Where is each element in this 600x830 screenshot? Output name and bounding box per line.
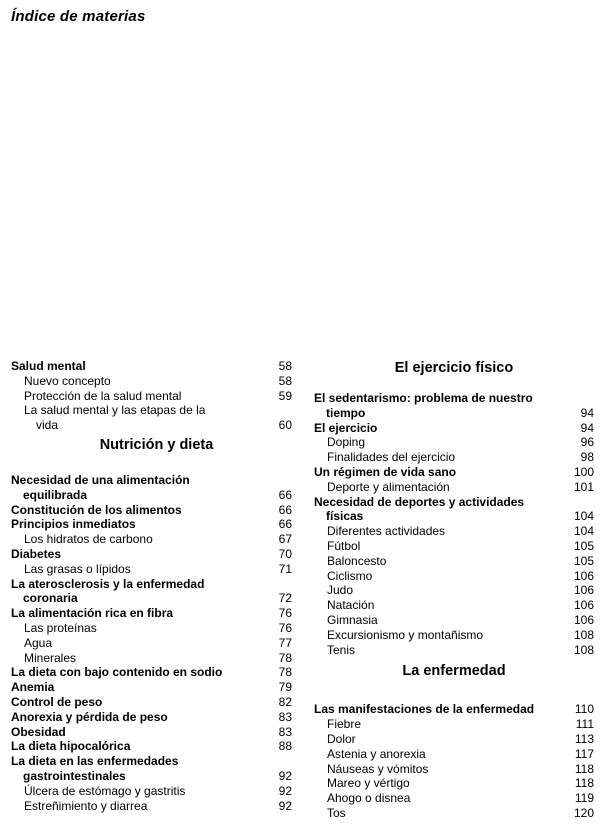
toc-entry: [11, 754, 292, 784]
toc-entry-title: [314, 391, 564, 421]
toc-entry: [11, 680, 292, 695]
toc-entry-line: Doping: [327, 435, 366, 450]
toc-entry-line: Nuevo concepto: [24, 373, 111, 388]
toc-entry: [11, 606, 292, 621]
toc-entry-line: Diferentes actividades: [327, 524, 446, 539]
toc-entry-line: La dieta hipocalórica: [11, 739, 131, 754]
toc-page-number: 108: [573, 642, 594, 657]
toc-entry: [314, 495, 594, 525]
toc-entry-title: [314, 450, 564, 465]
toc-entry-line: Diabetes: [11, 546, 62, 561]
toc-subentry: [314, 776, 594, 791]
toc-page-number: 66: [278, 487, 292, 502]
toc-entry-title: [11, 710, 262, 725]
toc-entry-line: Gimnasia: [327, 612, 378, 627]
toc-page-number: 111: [575, 717, 594, 732]
toc-page-number: 108: [573, 627, 594, 642]
toc-entry-line: Las grasas o lípidos: [24, 561, 131, 576]
toc-entry: [11, 710, 292, 725]
toc-entry-line: La salud mental y las etapas de la: [24, 403, 206, 418]
toc-entry-title: [11, 503, 262, 518]
toc-entry-line: Control de peso: [11, 694, 103, 709]
toc-subentry: [314, 717, 594, 732]
toc-page-number: 117: [574, 746, 594, 761]
toc-entry-line: Finalidades del ejercicio: [327, 450, 456, 465]
toc-entry-line: Los hidratos de carbono: [24, 532, 153, 547]
right-column: [314, 359, 594, 821]
toc-entry-line: Dolor: [327, 731, 356, 746]
toc-entry-line: tiempo: [326, 405, 366, 420]
toc-page-number: 77: [278, 635, 292, 650]
toc-subentry: [11, 374, 292, 389]
toc-entry-title: [11, 374, 262, 389]
toc-entry: [11, 739, 292, 754]
toc-page-number: 110: [574, 702, 594, 717]
toc-entry-title: [314, 598, 564, 613]
toc-entry: [11, 547, 292, 562]
toc-entry-title: [314, 717, 564, 732]
toc-entry-title: [314, 747, 564, 762]
section-title-enfermedad: La enfermedad: [402, 663, 506, 680]
toc-entry: [314, 702, 594, 717]
toc-page-number: 104: [573, 509, 594, 524]
toc-entry-title: [11, 784, 262, 799]
toc-entry-title: [11, 473, 262, 503]
toc-page-number: 67: [278, 532, 292, 547]
toc-page-number: 113: [574, 731, 594, 746]
toc-entry-line: La alimentación rica en fibra: [11, 606, 174, 621]
toc-page-number: 58: [278, 359, 292, 373]
toc-entry: [11, 359, 292, 374]
toc-page-number: 118: [574, 761, 594, 776]
toc-entry-line: Excursionismo y montañismo: [327, 627, 484, 642]
toc-entry-title: [11, 739, 262, 754]
toc-entry: [11, 503, 292, 518]
left-column: [11, 359, 292, 813]
toc-page-number: 70: [278, 546, 292, 561]
toc-entry-title: [11, 577, 262, 607]
toc-entry-line: Natación: [327, 598, 375, 613]
toc-entry-title: [11, 359, 262, 374]
section-title-ejercicio: El ejercicio físico: [394, 360, 514, 376]
toc-entry-title: [314, 495, 564, 525]
toc-page-number: 66: [278, 502, 292, 517]
toc-entry-line: Un régimen de vida sano: [314, 464, 457, 479]
toc-page-number: 104: [573, 524, 594, 539]
toc-page-number: 105: [573, 538, 594, 553]
toc-entry: [11, 473, 292, 503]
toc-subentry: [11, 784, 292, 799]
toc-subentry: [314, 583, 594, 598]
toc-entry-line: Principios inmediatos: [11, 517, 136, 532]
toc-entry-line: Estreñimiento y diarrea: [24, 798, 148, 813]
toc-page-number: 96: [580, 435, 594, 450]
toc-entry-line: Ahogo o disnea: [327, 791, 411, 806]
toc-entry-title: [11, 562, 262, 577]
toc-page-number: 71: [278, 561, 292, 576]
toc-subentry: [11, 636, 292, 651]
toc-entry: [11, 725, 292, 740]
toc-page-number: 120: [573, 805, 594, 820]
toc-entry-title: [314, 702, 564, 717]
toc-entry: [314, 391, 594, 421]
toc-page-number: 78: [278, 650, 292, 665]
toc-entry-line: Necesidad de una alimentación: [11, 472, 190, 487]
toc-entry-title: [314, 791, 564, 806]
toc-entry-line: Astenia y anorexia: [327, 746, 426, 761]
toc-entry-line: Anemia: [11, 680, 55, 695]
toc-subentry: [11, 799, 292, 814]
toc-entry-line: Las manifestaciones de la enfermedad: [314, 702, 535, 717]
toc-page-number: 106: [573, 612, 594, 627]
toc-entry-line: La aterosclerosis y la enfermedad: [11, 576, 205, 591]
toc-entry-line: físicas: [326, 509, 364, 524]
toc-page-number: 98: [580, 450, 594, 465]
toc-page-number: 105: [573, 553, 594, 568]
entry-list-enfermedad: [314, 702, 594, 820]
toc-page-number: 92: [278, 768, 292, 783]
toc-page-number: 83: [278, 724, 292, 739]
toc-entry-title: [314, 524, 564, 539]
toc-entry-title: [11, 547, 262, 562]
toc-entry-line: La dieta con bajo contenido en sodio: [11, 665, 223, 680]
toc-entry-line: Tenis: [327, 642, 356, 657]
toc-subentry: [314, 435, 594, 450]
toc-page-number: 76: [278, 620, 292, 635]
toc-entry: [11, 665, 292, 680]
toc-subentry: [11, 532, 292, 547]
toc-page-number: 88: [278, 739, 292, 754]
toc-subentry: [11, 403, 292, 433]
toc-page-number: 60: [278, 418, 292, 433]
toc-entry-line: Fiebre: [327, 717, 362, 732]
toc-subentry: [314, 598, 594, 613]
toc-entry-line: Fútbol: [327, 538, 361, 553]
toc-entry: [314, 421, 594, 436]
entry-list-ejercicio: [314, 391, 594, 657]
toc-page-number: 82: [278, 694, 292, 709]
toc-page-number: 106: [573, 583, 594, 598]
toc-page-number: 118: [574, 776, 594, 791]
toc-page-number: 92: [278, 783, 292, 798]
toc-subentry: [314, 806, 594, 821]
toc-entry-line: El ejercicio: [314, 420, 378, 435]
toc-entry-line: Úlcera de estómago y gastritis: [24, 783, 186, 798]
toc-entry-title: [11, 621, 262, 636]
toc-entry-title: [11, 403, 262, 433]
toc-subentry: [314, 569, 594, 584]
toc-entry-title: [314, 643, 564, 658]
toc-page-number: 119: [574, 791, 594, 806]
toc-entry-line: Agua: [24, 635, 53, 650]
toc-entry-title: [11, 695, 262, 710]
toc-page-number: 106: [573, 598, 594, 613]
toc-page-number: 76: [278, 606, 292, 621]
toc-entry-line: Las proteínas: [24, 620, 97, 635]
toc-entry-line: Constitución de los alimentos: [11, 502, 182, 517]
toc-entry-title: [314, 465, 564, 480]
toc-page-number: 92: [278, 798, 292, 813]
toc-entry-line: equilibrada: [23, 487, 88, 502]
toc-entry-line: Mareo y vértigo: [327, 776, 410, 791]
toc-subentry: [11, 621, 292, 636]
toc-entry-line: Minerales: [24, 650, 77, 665]
toc-entry-title: [11, 517, 262, 532]
toc-entry-title: [11, 636, 262, 651]
toc-entry-line: gastrointestinales: [23, 768, 126, 783]
toc-subentry: [314, 643, 594, 658]
toc-subentry: [314, 732, 594, 747]
toc-page-number: 94: [580, 405, 594, 420]
toc-entry-title: [11, 532, 262, 547]
toc-entry-line: Salud mental: [11, 359, 86, 373]
toc-entry-line: coronaria: [23, 591, 78, 606]
toc-page-number: 78: [278, 665, 292, 680]
entry-list-intro: [11, 359, 292, 433]
toc-subentry: [314, 480, 594, 495]
toc-entry-title: [11, 651, 262, 666]
toc-entry-line: Ciclismo: [327, 568, 373, 583]
toc-page-number: 106: [573, 568, 594, 583]
toc-page-number: 72: [278, 591, 292, 606]
toc-entry-line: Judo: [327, 583, 354, 598]
toc-entry-title: [314, 628, 564, 643]
toc-entry-title: [11, 725, 262, 740]
toc-entry-title: [314, 806, 564, 821]
toc-entry-title: [314, 762, 564, 777]
toc-entry-line: vida: [36, 418, 59, 433]
toc-page-number: 66: [278, 517, 292, 532]
toc-entry: [314, 465, 594, 480]
toc-page-number: 94: [580, 420, 594, 435]
page-header: Índice de materias: [11, 8, 146, 25]
toc-entry: [11, 517, 292, 532]
toc-entry-title: [11, 799, 262, 814]
toc-subentry: [314, 791, 594, 806]
toc-entry-line: Náuseas y vómitos: [327, 761, 429, 776]
toc-entry-line: Tos: [327, 805, 346, 820]
section-title-nutricion: Nutrición y dieta: [99, 436, 214, 453]
toc-entry-title: [11, 680, 262, 695]
toc-subentry: [314, 554, 594, 569]
toc-entry-title: [11, 665, 262, 680]
toc-entry-line: Baloncesto: [327, 553, 387, 568]
toc-entry-title: [314, 554, 564, 569]
toc-subentry: [314, 450, 594, 465]
toc-subentry: [11, 651, 292, 666]
toc-subentry: [11, 562, 292, 577]
toc-subentry: [314, 628, 594, 643]
toc-entry-title: [314, 583, 564, 598]
toc-entry-title: [314, 421, 564, 436]
toc-entry-line: La dieta en las enfermedades: [11, 754, 179, 769]
toc-entry-line: Protección de la salud mental: [24, 388, 182, 403]
toc-subentry: [11, 389, 292, 404]
toc-page-number: 83: [278, 709, 292, 724]
toc-page-number: 58: [278, 373, 292, 388]
toc-subentry: [314, 762, 594, 777]
toc-entry: [11, 577, 292, 607]
toc-entry-title: [11, 754, 262, 784]
toc-page-number: 101: [573, 479, 594, 494]
toc-entry-line: Deporte y alimentación: [327, 479, 450, 494]
toc-page-number: 79: [278, 680, 292, 695]
toc-subentry: [314, 747, 594, 762]
toc-subentry: [314, 539, 594, 554]
toc-entry-title: [314, 613, 564, 628]
toc-entry-line: El sedentarismo: problema de nuestro: [314, 391, 533, 405]
toc-entry-title: [314, 569, 564, 584]
toc-entry-title: [314, 732, 564, 747]
toc-entry: [11, 695, 292, 710]
entry-list-nutricion: [11, 473, 292, 813]
toc-entry-title: [314, 435, 564, 450]
toc-entry-title: [314, 539, 564, 554]
toc-entry-title: [11, 606, 262, 621]
toc-page-number: 100: [573, 464, 594, 479]
toc-entry-title: [314, 480, 564, 495]
toc-entry-line: Necesidad de deportes y actividades: [314, 494, 525, 509]
toc-page-number: 59: [278, 388, 292, 403]
toc-entry-title: [314, 776, 564, 791]
toc-entry-line: Anorexia y pérdida de peso: [11, 709, 168, 724]
toc-entry-line: Obesidad: [11, 724, 66, 739]
toc-subentry: [314, 524, 594, 539]
toc-subentry: [314, 613, 594, 628]
toc-entry-title: [11, 389, 262, 404]
